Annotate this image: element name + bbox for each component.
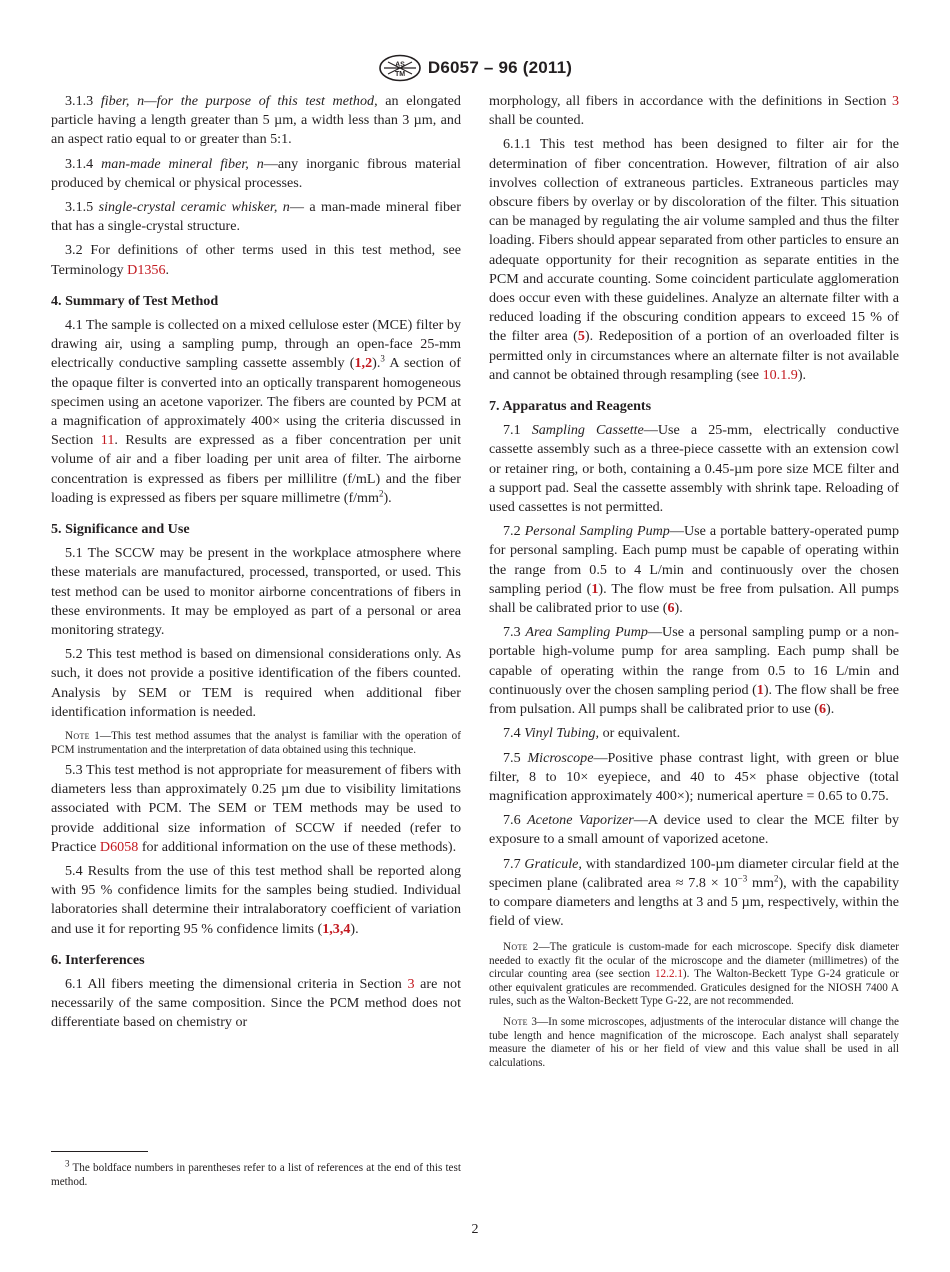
paragraph-text: ). The flow must be free from pulsation. All pumps shall be calibrated prior to use ( (489, 580, 899, 617)
note-text: —In some microscopes, adjustments of the interocular distance will change the tube length and hence magnification of the microscope. Each analyst shall separately measure the diameter of his or her field of view and this value shall be used in all calculations. (489, 1016, 899, 1069)
note-2 (489, 941, 899, 1008)
paragraph-3-1-3 (51, 92, 461, 150)
section-heading-7: 7. Apparatus and Reagents (489, 398, 652, 415)
paragraph-text: or equivalent. (599, 725, 681, 742)
paragraph-text: 5.3 This test method is not appropriate for measurement of fibers with diameters less than approximately 0.25 µm due to visibility limitations associated with PCM. The SEM or TEM methods may be used to provide additional size information of SCCW if needed (refer to Practice (51, 761, 461, 855)
paragraph-text: —Positive phase contrast light, with green or blue filter, 8 to 10× eyepiece, and 40 to 45× phase objective (total magnification approximately 400×); numerical aperture = 0.65 to 0.75. (489, 749, 899, 804)
section-number: 7.6 (503, 812, 521, 829)
section-number: 3.1.5 (65, 199, 94, 216)
paragraph-text: for additional information on the use of these methods). (138, 838, 457, 855)
definition-text: — a man-made mineral fiber that has a single-crystal structure. (51, 199, 462, 235)
paragraph-text: with standardized 100-µm diameter circular field at the specimen plane (calibrated area ≈ 7.8 × 10 (489, 855, 899, 891)
note-text: ). The Walton-Beckett Type G-24 graticule or other equivalent graticules are recommended. Graticules designed for the NIOSH 7400 A rules, such as the Walton-Beckett Type G-22, are not recommended. (489, 968, 899, 1007)
note-label: Note (503, 1016, 528, 1029)
section-number: 7.5 (503, 749, 521, 766)
section-number: 7.4 (503, 725, 521, 742)
paragraph-7-7 (489, 855, 899, 932)
paragraph-text: 3.2 For definitions of other terms used in this test method, see Terminology (51, 242, 461, 278)
footnote-marker[interactable]: 3 (380, 353, 385, 364)
page-number: 2 (471, 1222, 479, 1237)
punctuation: . (165, 261, 170, 278)
paragraph-3-1-5 (51, 198, 461, 236)
superscript: 2 (378, 488, 384, 499)
paragraph-6-1 (51, 975, 461, 1033)
paragraph-5-1: 5.1 The SCCW may be present in the workplace atmosphere where these materials are manufactured, processed, transported, or used. This test method can be used to monitor airborne concentrations of fibers in these environments. It may be employed as part of a personal or area monitoring strategy. (51, 545, 461, 639)
footnote-text: The boldface numbers in parentheses refer to a list of references at the end of this test method. (51, 1162, 461, 1188)
paragraph-text: —Use a 25-mm, electrically conductive cassette assembly such as a three-piece cassette with an extension cowl or retainer ring, or both, containing a 0.45-µm pore size MCE filter and a support pad. Seal the cassette assembly with shrink tape. Reloading of used cassettes is not permitted. (489, 422, 899, 516)
punctuation: ). (383, 489, 392, 506)
paragraph-text: —A device used to clear the MCE filter by exposure to a small amount of vaporized acetone. (489, 812, 899, 848)
svg-text:AS: AS (395, 61, 405, 69)
paragraph-text: 6.1 All fibers meeting the dimensional criteria in Section (65, 975, 408, 992)
paragraph-7-5 (489, 749, 899, 807)
paragraph-5-2: 5.2 This test method is based on dimensional considerations only. As such, it does not provide a positive identification of the fibers counted. Analysis by SEM or TEM is required when additional fiber identification information is needed. (51, 646, 461, 720)
document-designation: D6057 – 96 (2011) (427, 58, 573, 77)
paragraph-text: 6.1.1 This test method has been designed to filter air for the determination of fiber concentration. However, filtration of air also involves collection of extraneous particles. Extraneous particles may obscure fibers by overlay or by discoloration of the filter. This situation can be managed by regulating the air volume sampled and thus the filter loading. Fibers should appear separated from other particles to ensure an adequate opportunity for their recognition as separate entities in the PCM and accurate counting. Some coincident particulate agglomeration does occur even with these guidelines. Analyze an alternate filter with a reduced loading if the obscuring condition appears to exceed 15 % of the filter area ( (489, 136, 899, 345)
item-term: Personal Sampling Pump (524, 523, 670, 540)
paragraph-7-2 (489, 522, 899, 618)
section-number: 7.7 (503, 855, 521, 872)
paragraph-text: morphology, all fibers in accordance with the definitions in Section (489, 93, 892, 109)
section-number: 7.1 (503, 422, 521, 439)
paragraph-4-1 (51, 316, 461, 508)
paragraph-text: 5.4 Results from the use of this test method shall be reported along with 95 % confidence limits for the samples being studied. Individual laboratories shall determine their intralaboratory coefficient of variation and use it for reporting 95 % confidence limits ( (51, 862, 461, 937)
item-term: Acetone Vaporizer (527, 812, 634, 829)
item-term: Vinyl Tubing, (524, 725, 600, 742)
punctuation: ). (797, 366, 807, 383)
paragraph-6-1-continued (489, 92, 899, 130)
defined-term: single-crystal ceramic whisker, n (98, 199, 290, 216)
link-section-3[interactable]: 3 (891, 93, 899, 109)
link-12-2-1[interactable]: 12.2.1 (654, 968, 683, 981)
superscript: −3 (737, 873, 748, 884)
link-d1356[interactable]: D1356 (127, 261, 166, 278)
defined-term: man-made mineral fiber, n (101, 155, 264, 172)
link-10-1-9[interactable]: 10.1.9 (762, 366, 798, 383)
note-number: 2 (527, 941, 539, 954)
paragraph-6-1-1 (489, 135, 899, 385)
astm-logo-icon (378, 54, 422, 82)
svg-text:TM: TM (394, 71, 405, 78)
paragraph-text: are not necessarily of the same composition. Since the PCM method does not differentiate based on chemistry or (51, 975, 461, 1031)
item-term: Graticule, (524, 855, 582, 872)
paragraph-text: A section of the opaque filter is converted into an optically transparent homogeneous specimen using an acetone vaporizer. The fibers are counted by PCM at a magnification of approximately 400× using the criteria discussed in Section (51, 355, 461, 449)
item-term: Sampling Cassette (531, 422, 644, 439)
paragraph-text: —Use a portable battery-operated pump for personal sampling. Each pump must be capable of operating within the range from 0.5 to 4 L/min and continuously over the chosen sampling period ( (489, 523, 900, 597)
paragraph-text: ), with the capability to compare diameters and lengths at 3 and 5 µm, respectively, within the field of view. (489, 874, 899, 930)
note-number: 3 (527, 1016, 537, 1029)
left-column (51, 92, 461, 1038)
note-1 (51, 730, 461, 757)
reference-link[interactable]: 6 (667, 600, 675, 617)
paragraph-3-2 (51, 241, 461, 279)
paragraph-text: . Results are expressed as a fiber concentration per unit volume of air and a fiber loading per unit area of filter. The airborne concentration is expressed as fibers per millilitre (f/mL) and the fiber loading is expressed as fibers per square millimetre (f/mm (51, 432, 461, 506)
section-heading-5: 5. Significance and Use (51, 521, 190, 538)
note-label: Note (65, 730, 90, 743)
punctuation: ). (826, 701, 835, 718)
paragraph-7-1 (489, 421, 899, 517)
paragraph-text: —Use a personal sampling pump or a non-portable high-volume pump for area sampling. Each pump shall be capable of operating within the range from 0.5 to 16 L/min and continuously over the chosen sampling period ( (489, 624, 899, 698)
section-number: 7.2 (503, 523, 521, 540)
link-section-3[interactable]: 3 (407, 975, 415, 992)
note-text: —This test method assumes that the analyst is familiar with the operation of PCM instrumentation and the interpretation of data obtained using this technique. (51, 730, 462, 756)
punctuation: ). (350, 920, 359, 937)
footnote-marker: 3 (65, 1158, 70, 1169)
note-number: 1 (89, 730, 100, 743)
link-d6058[interactable]: D6058 (99, 838, 139, 855)
right-column (489, 92, 899, 1074)
item-term: Area Sampling Pump (525, 624, 648, 641)
reference-link[interactable]: 1,2 (354, 355, 373, 372)
paragraph-text: ). Redeposition of a portion of an overloaded filter is permitted only in circumstances where an alternate filter is not available and cannot be obtained through resampling (see (489, 328, 899, 383)
reference-link[interactable]: 6 (818, 701, 827, 718)
footnote-divider (51, 1151, 148, 1152)
paragraph-5-3 (51, 761, 461, 857)
superscript: 2 (773, 873, 779, 884)
paragraph-7-3 (489, 623, 899, 719)
punctuation: ). (372, 355, 381, 372)
paragraph-text: shall be counted. (489, 112, 585, 129)
reference-link[interactable]: 1 (591, 580, 599, 597)
definition-text: , an elongated particle having a length greater than 5 µm, a width less than 3 µm, and an aspect ratio equal to or greater than 5:1. (51, 93, 461, 148)
note-label: Note (503, 941, 528, 954)
paragraph-3-1-4 (51, 155, 461, 193)
footnote-3 (51, 1158, 461, 1189)
reference-link[interactable]: 1,3,4 (322, 920, 351, 937)
definition-text: —any inorganic fibrous material produced by chemical or physical processes. (51, 155, 461, 191)
section-number: 3.1.4 (65, 155, 94, 172)
punctuation: ). (674, 600, 683, 617)
section-heading-4: 4. Summary of Test Method (51, 292, 219, 309)
reference-link[interactable]: 1 (756, 681, 764, 698)
link-section-11[interactable]: 11 (100, 432, 115, 449)
reference-link[interactable]: 5 (577, 328, 585, 345)
section-number: 3.1.3 (65, 93, 94, 109)
defined-term: fiber, n—for the purpose of this test method (100, 93, 375, 109)
section-heading-6: 6. Interferences (51, 951, 145, 968)
paragraph-7-6 (489, 811, 899, 849)
section-number: 7.3 (503, 624, 521, 641)
paragraph-5-4 (51, 862, 461, 939)
paragraph-text: mm (747, 874, 774, 891)
paragraph-text: ). The flow shall be free from pulsation. All pumps shall be calibrated prior to use ( (489, 681, 899, 718)
paragraph-7-4 (489, 724, 899, 743)
note-3 (489, 1016, 899, 1070)
note-text: —The graticule is custom-made for each microscope. Specify disk diameter needed to exactly fit the ocular of the microscope and the diameter (millimetres) of the circular counting area (see section (489, 941, 899, 981)
paragraph-text: 4.1 The sample is collected on a mixed cellulose ester (MCE) filter by drawing air, using a sampling pump, through an open-face 25-mm electrically conductive sampling cassette assembly ( (51, 317, 461, 372)
page-header (0, 54, 950, 82)
item-term: Microscope (527, 749, 594, 766)
